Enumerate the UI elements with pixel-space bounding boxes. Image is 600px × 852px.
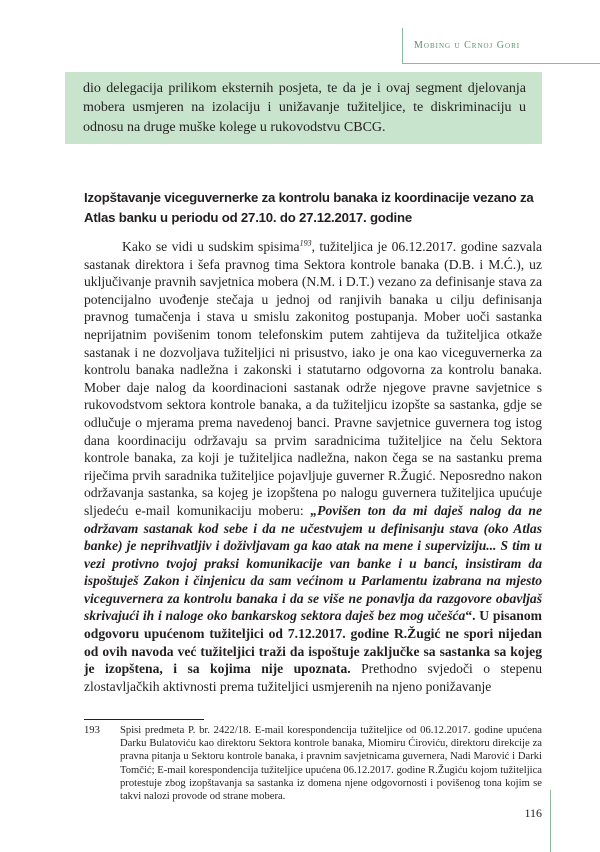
body-text	[84, 238, 542, 695]
email-quote: „Povišen ton da mi daješ nalog da ne održavam sastanak kod sebe i da ne učestvujem u definisanju stava (oko Atlas banke) je neprihvatljiv i doživljavam ga kao atak na mene i superviziju... S tim u vezi protivno tvojoj praksi komunikacije van banke i u banci, insistiram da ispoštuješ Zakon i činjenicu da sam većinom u Parlamentu izabrana na mjesto viceguvernera za kontrolu banaka i da se više ne ponavlja da razgovore obavljaš skrivajući ih i naloge oko bankarskog sektora daješ bez mog učešća	[84, 502, 542, 624]
page-number: 116	[524, 806, 542, 820]
running-head: Mobing u Crnoj Gori	[414, 40, 521, 51]
header-vertical-rule	[402, 28, 403, 64]
callout-text: dio delegacija prilikom eksternih posjeta, te da je i ovaj segment djelovanja mobera usmjeren na izolaciju i unižavanje tužiteljice, te diskriminaciju u odnosu na druge muške kolege u rukovodstvu CBCG.	[83, 81, 526, 135]
header-horizontal-rule	[402, 63, 600, 64]
highlight-callout	[65, 72, 542, 144]
body-paragraph-tail: Prethodno svjedoči o stepenu zlostavljačkih aktivnosti prema tužiteljici usmjerenih na njeno ponižavanje	[84, 661, 542, 694]
footer-vertical-rule	[550, 790, 551, 852]
footnote-text: Spisi predmeta P. br. 2422/18. E-mail korespondencija tužiteljice od 06.12.2017. godine upućena Darku Bulatoviću kao direktoru Sektora kontrole banaka, Miomiru Ćiroviću, direktoru direkcije za pravna pitanja u Sektoru kontrole banaka, i pravnim savjetnicama guvernera, Nadi Marović i Darki Tomčić; E-mail korespondencija tužiteljice upućena 06.12.2017. godine R.Žugiću kojom tužiteljica protestuje zbog izopštavanja sa sastanka iz domena njene odgovornosti i povišenog tona kojim se takvi nalozi provode od strane mobera.	[120, 725, 542, 803]
footnote-rule	[84, 719, 204, 720]
body-paragraph-main: , tužiteljica je 06.12.2017. godine sazvala sastanak direktora i šefa pravnog tima Sektora kontrole banaka (D.B. i M.Ć.), uz uključivanje pravnih savjetnica mobera (N.M. i D.T.) vezano za definisanje stava za potencijalno uvođenje stečaja u jednoj od ranjivih banaka u cilju definisanja pravnog tumačenja i stava u smislu zakonitog postupanja. Mober uoči sastanka neprijatnim povišenim tonom telefonskim putem zahtijeva da tužiteljica otkaže sastanak i ne dozvoljava tužiteljici ni prisustvo, iako je ona kao viceguvernerka za kontrolu banaka nadležna i zakonski i statutarno odgovorna za kontrolu banaka. Mober daje nalog da koordinacioni sastanak održe njegove pravne savjetnice s rukovodstvom sektora kontrole banaka, a da tužiteljicu izopšte sa sastanka, gdje se odlučuje o mjerama prema navedenoj banci. Pravne savjetnice guvernera tog istog dana koordinaciju održavaju sa prvim saradnicima tužiteljice na čelu Sektora kontrole banaka, za koji je tužiteljica nadležna, nakon čega se na sastanku prema riječima prvih saradnika tužiteljice pojavljuje guverner R.Žugić. Neposredno nakon održavanja sastanka, sa kojeg je izopštena po nalogu guvernera tužiteljica upućuje sljedeću e-mail komunikaciju moberu:	[84, 239, 542, 518]
footnote-reference[interactable]: 193	[299, 238, 312, 248]
footnote	[84, 724, 542, 803]
body-paragraph	[84, 238, 542, 695]
body-paragraph-start: Kako se vidi u sudskim spisima	[122, 239, 300, 254]
footnote-number: 193	[84, 725, 100, 736]
section-title: Izopštavanje viceguvernerke za kontrolu banaka iz koordinacije vezano za Atlas banku u periodu od 27.10. do 27.12.2017. godine	[84, 190, 534, 225]
bold-statement: U pisanom odgovoru upućenom tužiteljici od 7.12.2017. godine R.Žugić ne spori nijedan od ovih navoda već tužiteljici traži da ispoštuje zaključke sa sastanka sa kojeg je izopštena, i sa kojima nije upoznata.	[84, 608, 542, 677]
quote-close: “.	[465, 608, 480, 624]
